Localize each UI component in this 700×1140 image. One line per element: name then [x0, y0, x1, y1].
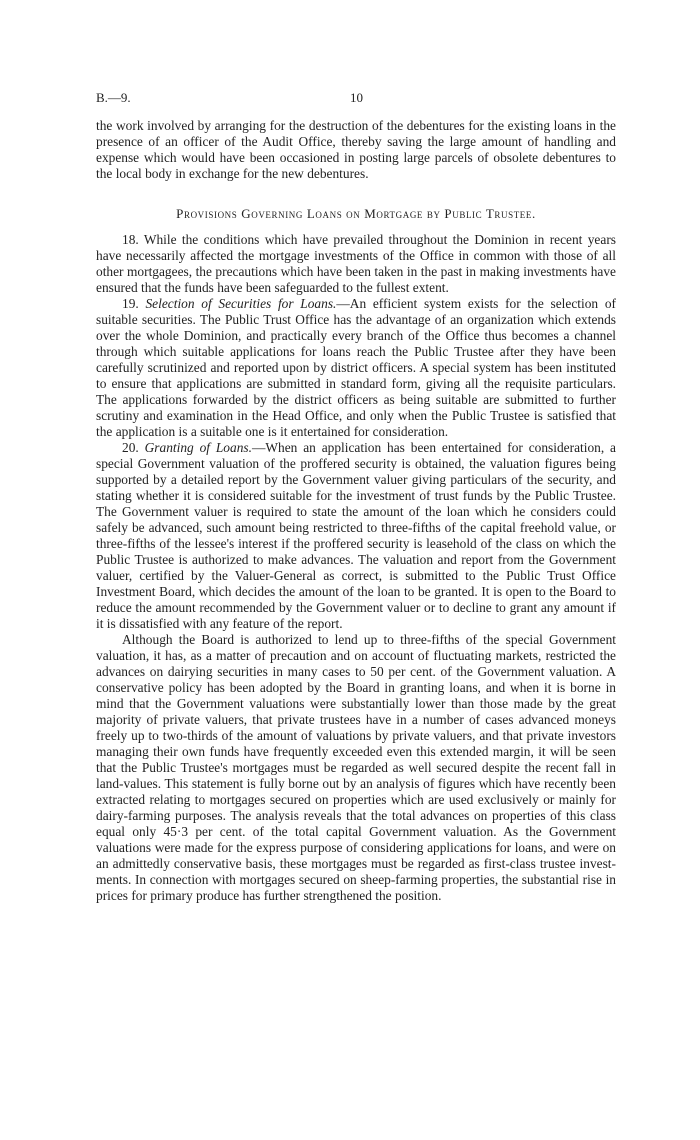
paragraph-number: 19.	[122, 296, 139, 311]
continuation-paragraph: the work involved by arranging for the destruction of the debentures for the existing loans in the presence of an officer of the Audit Office, thereby saving the large amount of handling and expense which would have been occasioned in posting large parcels of obsolete debentures to the local body in exchange for the new debentures.	[96, 118, 616, 181]
paragraph-although: Although the Board is authorized to lend up to three-fifths of the special Government valuation, it has, as a matter of precaution and on account of fluctuating markets, restricted the advances on dairying securities in many cases to 50 per cent. of the Government valuation. A conservative policy has been adopted by the Board in granting loans, and when it is borne in mind that the Government valuations were substantially lower than those made by the great majority of private valuers, that private trustees have in a number of cases advanced moneys freely up to two-thirds of the amount of valuations by private valuers, and that private investors managing their own funds have frequently exceeded even this extended margin, it will be seen that the Public Trustee's mortgages must be regarded as well secured despite the recent fall in land-values. This statement is fully borne out by an analysis of figures which have recently been extracted relating to mortgages secured on properties which are used exclusively or mainly for dairy-farming purposes. The analysis reveals that the total advances on properties of this class equal only 45·3 per cent. of the total capital Government valuation. As the Government valuations were made for the express purpose of considering applications for loans, and were on an admittedly conservative basis, these mortgages must be regarded as first-class trustee investments. In connection with mortgages secured on sheep-farming properties, the substantial rise in prices for primary produce has further strengthened the position.	[96, 632, 616, 903]
document-reference: B.—9.	[96, 90, 131, 105]
paragraph-text: While the conditions which have prevailed throughout the Dominion in recent years have necessarily affected the mortgage investments of the Office in common with those of all other mortgagees, the precautions which have been taken in the past in making investments have ensured that the funds have been safeguarded to the fullest extent.	[96, 232, 616, 295]
document-page	[96, 90, 616, 904]
page-header	[96, 90, 616, 108]
paragraph-number: 20.	[122, 440, 139, 455]
paragraph-20	[96, 440, 616, 632]
page-number: 10	[350, 90, 363, 105]
paragraph-text: —When an application has been entertained for consideration, a special Government valuation of the proffered security is obtained, the valuation figures being supported by a detailed report by the Government valuer giving particulars of the security, and stating whether it is considered suitable for the investment of trust funds by the Public Trustee. The Government valuer is required to state the amount of the loan which he considers could safely be advanced, such amount being restricted to three-fifths of the capital freehold value, or three-fifths of the lessee's interest if the proffered security is leasehold of the class on which the Public Trustee is authorized to make advances. The valuation and report from the Government valuer, certified by the Valuer-General as correct, is submitted to the Public Trust Office Investment Board, which decides the amount of the loan to be granted. It is open to the Board to reduce the amount recommended by the Government valuer or to decline to grant any amount if it is dissatisfied with any feature of the report.	[96, 440, 616, 631]
paragraph-18	[96, 232, 616, 296]
paragraph-text: —An efficient system exists for the selection of suitable securities. The Public Trust Office has the advantage of an organization which extends over the whole Dominion, and practically every branch of the Office thus becomes a channel through which suitable applications for loans reach the Public Trustee after they have been carefully scrutinized and reported upon by district officers. A special system has been instituted to ensure that applications are submitted in standard form, giving all the requisite particulars. The applications forwarded by the district officers as being suitable are submitted to further scrutiny and examination in the Head Office, and only when the Public Trustee is satisfied that the application is a suitable one is it entertained for consideration.	[96, 296, 616, 439]
paragraph-title: Granting of Loans.	[144, 440, 252, 455]
section-heading: Provisions Governing Loans on Mortgage by Public Trustee.	[176, 206, 536, 221]
paragraph-title: Selection of Securities for Loans.	[145, 296, 337, 311]
paragraph-number: 18.	[122, 232, 139, 247]
paragraph-19	[96, 296, 616, 440]
